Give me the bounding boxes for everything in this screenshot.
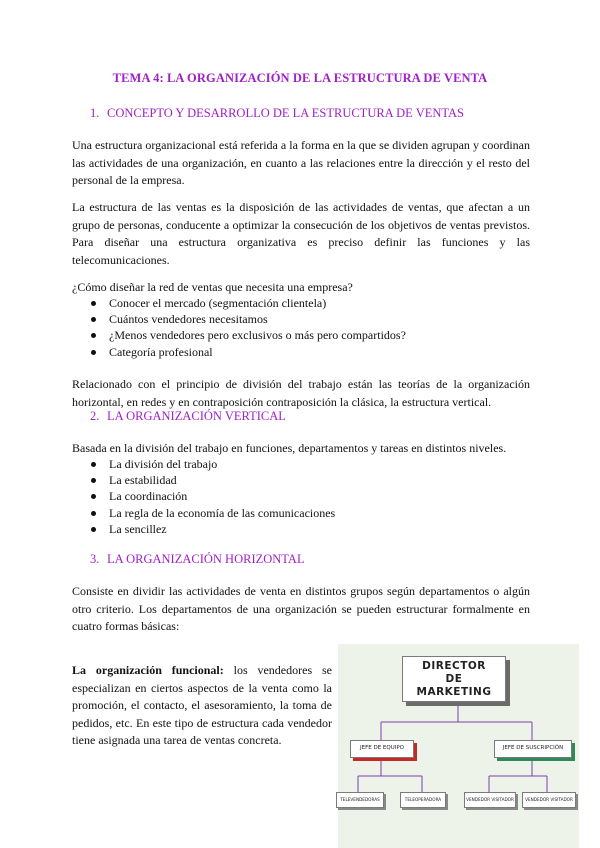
paragraph-horizontal: Consiste en dividir las actividades de venta en distintos grupos según departamentos o algún otro criterio. Los departamentos de una organización se pueden estructurar formalmente en cuatro formas básicas:: [72, 584, 530, 633]
section-heading-3: [90, 552, 305, 567]
section-number: 1.: [90, 106, 100, 120]
list-item: La sencillez: [90, 521, 335, 537]
org-chart-image: [338, 644, 579, 848]
televendedoras-box: TELEVENDEDORAS: [336, 792, 384, 808]
bullet-list-design: [90, 295, 406, 360]
document-title: TEMA 4: LA ORGANIZACIÓN DE LA ESTRUCTURA DE VENTA: [112, 71, 488, 85]
list-item: La estabilidad: [90, 472, 335, 488]
list-item: La regla de la economía de las comunicaciones: [90, 505, 335, 521]
section-number: 3.: [90, 552, 100, 566]
team-lead-box: JEFE DE EQUIPO: [350, 740, 414, 758]
director-box: [402, 656, 506, 702]
director-label-line: MARKETING: [416, 686, 492, 698]
bullet-list-vertical: [90, 456, 335, 537]
subscription-lead-box: JEFE DE SUSCRIPCIÓN: [494, 740, 572, 758]
question-line: ¿Cómo diseñar la red de ventas que necesita una empresa?: [72, 280, 353, 294]
list-item: Cuántos vendedores necesitamos: [90, 311, 406, 327]
section-heading-1: [90, 106, 464, 121]
paragraph-division-trabajo: Relacionado con el principio de división del trabajo están las teorías de la organización horizontal, en redes y en contraposición contraposición la clásica, la estructura vertical.: [72, 377, 530, 409]
section-heading-2: [90, 409, 286, 424]
paragraph-definition: Una estructura organizacional está referida a la forma en la que se dividen agrupan y coordinan las actividades de una organización, en cuanto a las relaciones entre la dirección y el resto del personal de la empresa.: [72, 138, 530, 187]
section-number: 2.: [90, 409, 100, 423]
director-label-line: DE: [445, 673, 463, 685]
list-item: La coordinación: [90, 488, 335, 504]
section-label: LA ORGANIZACIÓN VERTICAL: [107, 409, 286, 423]
term-functional: La organización funcional:: [72, 663, 224, 677]
list-item: Categoría profesional: [90, 344, 406, 360]
vendedor-visitador-box: VENDEDOR VISITADOR: [464, 792, 516, 808]
director-label-line: DIRECTOR: [422, 660, 486, 672]
vendedor-visitador-box: VENDEDOR VISITADOR: [522, 792, 576, 808]
list-item: La división del trabajo: [90, 456, 335, 472]
paragraph-vertical: Basada en la división del trabajo en funciones, departamentos y tareas en distintos niveles.: [72, 441, 507, 455]
section-label: LA ORGANIZACIÓN HORIZONTAL: [107, 552, 305, 566]
list-item: ¿Menos vendedores pero exclusivos o más pero compartidos?: [90, 327, 406, 343]
section-label: CONCEPTO Y DESARROLLO DE LA ESTRUCTURA DE VENTAS: [107, 106, 465, 120]
list-item: Conocer el mercado (segmentación clientela): [90, 295, 406, 311]
paragraph-functional: [72, 662, 332, 750]
term-functional-description: los vendedores se especializan en ciertos aspectos de la venta como la promoción, el contacto, el asesoramiento, la toma de pedidos, etc. En este tipo de estructura cada vendedor tiene asignada una tarea de ventas concreta.: [72, 663, 332, 747]
teleoperadora-box: TELEOPERADORA: [400, 792, 446, 808]
paragraph-sales-structure: La estructura de las ventas es la disposición de las actividades de ventas, que afectan a un grupo de personas, conducente a optimizar la consecución de los objetivos de ventas previstos. Para diseñar una estructura organizativa es preciso definir las funciones y las telecomunicaciones.: [72, 200, 530, 267]
